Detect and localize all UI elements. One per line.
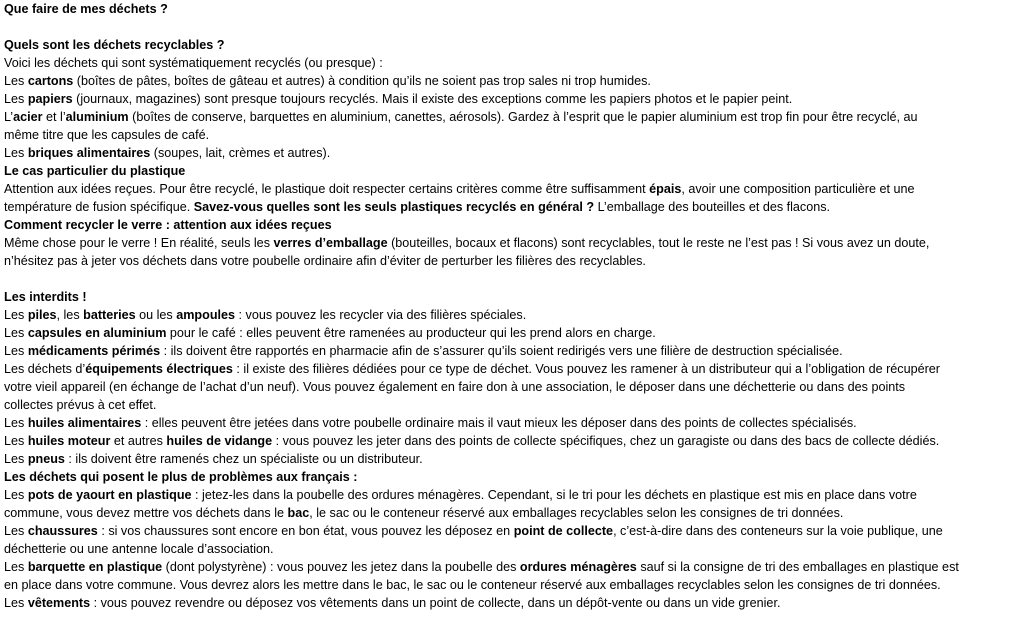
- text-line: [4, 72, 1022, 90]
- text-run: (boîtes de pâtes, boîtes de gâteau et autres) à condition qu’ils ne soient pas trop sales ni trop humides.: [73, 74, 651, 88]
- text-run: : vous pouvez les recycler via des filières spéciales.: [235, 308, 527, 322]
- text-run: sauf si la consigne de tri des emballages en plastique est: [636, 560, 959, 574]
- text-line: [4, 522, 1022, 540]
- text-run: : ils doivent être ramenés chez un spécialiste ou un distributeur.: [64, 452, 423, 466]
- text-run: : si vos chaussures sont encore en bon état, vous pouvez les déposez en: [97, 524, 514, 538]
- text-run: , avoir une composition particulière et une: [681, 182, 915, 196]
- bold-text-run: briques alimentaires: [27, 146, 151, 160]
- text-run: (bouteilles, bocaux et flacons) sont recyclables, tout le reste ne l’est pas ! Si vous avez un doute,: [387, 236, 930, 250]
- text-run: Même chose pour le verre ! En réalité, seuls les: [4, 236, 274, 250]
- bold-text-run: point de collecte: [513, 524, 614, 538]
- text-line: [4, 540, 1022, 558]
- text-run: Les: [4, 434, 28, 448]
- bold-text-run: Savez-vous quelles sont les seuls plastiques recyclés en général ?: [193, 200, 595, 214]
- text-line: [4, 468, 1022, 486]
- bold-text-run: huiles de vidange: [166, 434, 273, 448]
- text-line: [4, 36, 1022, 54]
- bold-text-run: médicaments périmés: [27, 344, 161, 358]
- text-run: Les: [4, 596, 28, 610]
- text-line: [4, 162, 1022, 180]
- text-run: Les: [4, 344, 28, 358]
- text-line: [4, 216, 1022, 234]
- bold-text-run: épais: [649, 182, 682, 196]
- text-run: température de fusion spécifique.: [4, 200, 194, 214]
- text-run: déchetterie ou une antenne locale d’association.: [4, 542, 274, 556]
- text-run: collectes prévus à cet effet.: [4, 398, 157, 412]
- bold-text-run: Comment recycler le verre : attention aux idées reçues: [4, 218, 332, 232]
- bold-text-run: barquette en plastique: [27, 560, 163, 574]
- bold-text-run: capsules en aluminium: [27, 326, 167, 340]
- text-run: Les: [4, 326, 28, 340]
- bold-text-run: acier: [13, 110, 43, 124]
- bold-text-run: Quels sont les déchets recyclables ?: [4, 38, 225, 52]
- bold-text-run: ordures ménagères: [519, 560, 637, 574]
- text-run: : vous pouvez revendre ou déposez vos vêtements dans un point de collecte, dans un dépôt-vente ou dans un vide grenier.: [90, 596, 781, 610]
- bold-text-run: vêtements: [27, 596, 91, 610]
- text-run: (boîtes de conserve, barquettes en aluminium, canettes, aérosols). Gardez à l’esprit que le papier aluminium est trop fin pour être recyclé, au: [128, 110, 918, 124]
- text-run: Les: [4, 74, 28, 88]
- bold-text-run: batteries: [83, 308, 136, 322]
- text-line: [4, 234, 1022, 252]
- bold-text-run: pots de yaourt en plastique: [27, 488, 192, 502]
- bold-text-run: ampoules: [176, 308, 236, 322]
- text-run: Les: [4, 524, 28, 538]
- text-line: [4, 378, 1022, 396]
- text-line: [4, 0, 1022, 18]
- text-run: : il existe des filières dédiées pour ce type de déchet. Vous pouvez les ramener à un distributeur qui a l’obligation de récupérer: [232, 362, 940, 376]
- blank-line: [4, 270, 1022, 288]
- text-run: L’: [4, 110, 14, 124]
- text-run: ou les: [135, 308, 177, 322]
- text-run: Les: [4, 146, 28, 160]
- bold-text-run: verres d’emballage: [273, 236, 388, 250]
- text-run: commune, vous devez mettre vos déchets dans le: [4, 506, 288, 520]
- text-run: Les: [4, 452, 28, 466]
- blank-line: [4, 18, 1022, 36]
- bold-text-run: aluminium: [65, 110, 129, 124]
- text-line: [4, 432, 1022, 450]
- text-line: [4, 486, 1022, 504]
- text-line: [4, 414, 1022, 432]
- text-line: [4, 594, 1022, 612]
- text-run: : ils doivent être rapportés en pharmacie afin de s’assurer qu’ils soient redirigés vers une filière de destruction spécialisée.: [160, 344, 843, 358]
- text-run: (journaux, magazines) sont presque toujours recyclés. Mais il existe des exceptions comme les papiers photos et le papier peint.: [72, 92, 793, 106]
- text-run: : elles peuvent être jetées dans votre poubelle ordinaire mais il vaut mieux les déposer dans des points de collectes spécialisés.: [141, 416, 857, 430]
- bold-text-run: Les interdits !: [4, 290, 87, 304]
- text-run: Les: [4, 92, 28, 106]
- text-line: [4, 126, 1022, 144]
- text-line: [4, 342, 1022, 360]
- text-run: Attention aux idées reçues. Pour être recyclé, le plastique doit respecter certains critères comme être suffisamment: [4, 182, 650, 196]
- bold-text-run: cartons: [27, 74, 74, 88]
- text-run: Les: [4, 560, 28, 574]
- bold-text-run: équipements électriques: [85, 362, 233, 376]
- text-line: [4, 558, 1022, 576]
- text-line: [4, 288, 1022, 306]
- text-line: [4, 252, 1022, 270]
- text-line: [4, 180, 1022, 198]
- text-line: [4, 306, 1022, 324]
- bold-text-run: piles: [27, 308, 57, 322]
- text-run: Voici les déchets qui sont systématiquement recyclés (ou presque) :: [4, 56, 383, 70]
- text-run: , le sac ou le conteneur réservé aux emballages recyclables selon les consignes de tri données.: [309, 506, 844, 520]
- bold-text-run: Le cas particulier du plastique: [4, 164, 186, 178]
- text-run: en place dans votre commune. Vous devrez alors les mettre dans le bac, le sac ou le conteneur réservé aux emballages recyclables selon les consignes de tri données.: [4, 578, 941, 592]
- text-run: votre vieil appareil (en échange de l’achat d’un neuf). Vous pouvez également en faire don à une association, le déposer dans une déchetterie ou dans des points: [4, 380, 906, 394]
- text-run: Les: [4, 488, 28, 502]
- text-run: : vous pouvez les jeter dans des points de collecte spécifiques, chez un garagiste ou dans des bacs de collecte dédiés.: [272, 434, 940, 448]
- text-line: [4, 198, 1022, 216]
- text-run: même titre que les capsules de café.: [4, 128, 210, 142]
- bold-text-run: papiers: [27, 92, 73, 106]
- text-run: pour le café : elles peuvent être ramenées au producteur qui les prend alors en charge.: [166, 326, 656, 340]
- text-run: , c’est-à-dire dans des conteneurs sur la voie publique, une: [613, 524, 943, 538]
- text-line: [4, 504, 1022, 522]
- text-run: et autres: [110, 434, 167, 448]
- text-line: [4, 576, 1022, 594]
- text-line: [4, 450, 1022, 468]
- bold-text-run: Les déchets qui posent le plus de problèmes aux français :: [4, 470, 358, 484]
- text-run: n’hésitez pas à jeter vos déchets dans votre poubelle ordinaire afin d’éviter de perturber les filières des recyclables.: [4, 254, 646, 268]
- text-run: Les déchets d’: [4, 362, 86, 376]
- text-run: (dont polystyrène) : vous pouvez les jetez dans la poubelle des: [162, 560, 520, 574]
- bold-text-run: huiles alimentaires: [27, 416, 142, 430]
- text-line: [4, 360, 1022, 378]
- text-line: [4, 144, 1022, 162]
- bold-text-run: bac: [287, 506, 310, 520]
- text-run: L’emballage des bouteilles et des flacons.: [594, 200, 831, 214]
- text-run: : jetez-les dans la poubelle des ordures ménagères. Cependant, si le tri pour les déchets en plastique est mis en place dans votre: [191, 488, 917, 502]
- bold-text-run: pneus: [27, 452, 65, 466]
- text-line: [4, 396, 1022, 414]
- text-run: , les: [56, 308, 84, 322]
- text-run: Les: [4, 308, 28, 322]
- bold-text-run: huiles moteur: [27, 434, 111, 448]
- bold-text-run: Que faire de mes déchets ?: [4, 2, 168, 16]
- text-run: (soupes, lait, crèmes et autres).: [150, 146, 331, 160]
- text-line: [4, 108, 1022, 126]
- text-line: [4, 324, 1022, 342]
- text-line: [4, 54, 1022, 72]
- text-line: [4, 90, 1022, 108]
- text-run: et l’: [42, 110, 66, 124]
- text-run: Les: [4, 416, 28, 430]
- bold-text-run: chaussures: [27, 524, 98, 538]
